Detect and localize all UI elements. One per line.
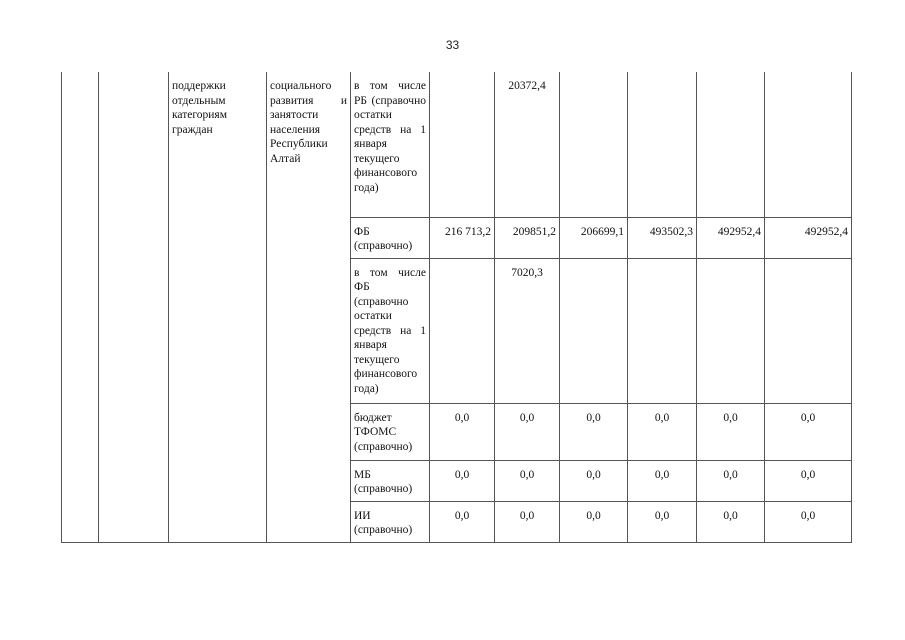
value-cell: 0,0 (495, 403, 560, 460)
funding-source-cell: ИИ (справочно) (351, 501, 430, 542)
value-cell: 0,0 (628, 403, 697, 460)
empty-cell-number (62, 72, 99, 542)
value-cell: 0,0 (628, 501, 697, 542)
empty-cell-code (99, 72, 169, 542)
value-cell: 0,0 (430, 501, 495, 542)
value-cell (697, 72, 765, 217)
value-cell: 0,0 (765, 460, 852, 501)
value-cell (430, 72, 495, 217)
executor-cell: социального развития и занятости населения Республики Алтай (267, 72, 351, 542)
value-cell (765, 72, 852, 217)
page-number: 33 (445, 38, 460, 52)
value-cell: 0,0 (697, 501, 765, 542)
value-cell (628, 258, 697, 403)
value-cell: 0,0 (430, 460, 495, 501)
value-cell (560, 72, 628, 217)
funding-source-cell: бюджет ТФОМС (справочно) (351, 403, 430, 460)
value-cell (628, 72, 697, 217)
value-cell: 206699,1 (560, 217, 628, 258)
value-cell: 492952,4 (697, 217, 765, 258)
value-cell: 0,0 (697, 460, 765, 501)
value-cell: 0,0 (628, 460, 697, 501)
value-cell: 0,0 (495, 460, 560, 501)
value-cell: 20372,4 (495, 72, 560, 217)
value-cell: 209851,2 (495, 217, 560, 258)
value-cell: 0,0 (430, 403, 495, 460)
value-cell: 0,0 (560, 501, 628, 542)
funding-source-cell: в том числе РБ (справочно остатки средств на 1 января текущего финансового года) (351, 72, 430, 217)
funding-source-cell: МБ (справочно) (351, 460, 430, 501)
value-cell: 7020,3 (495, 258, 560, 403)
value-cell: 0,0 (495, 501, 560, 542)
value-cell: 0,0 (765, 403, 852, 460)
value-cell: 0,0 (560, 403, 628, 460)
value-cell (430, 258, 495, 403)
value-cell (765, 258, 852, 403)
value-cell: 0,0 (765, 501, 852, 542)
table-row (62, 72, 852, 217)
value-cell: 0,0 (697, 403, 765, 460)
value-cell (697, 258, 765, 403)
value-cell: 0,0 (560, 460, 628, 501)
funding-source-cell: ФБ (справочно) (351, 217, 430, 258)
value-cell: 493502,3 (628, 217, 697, 258)
funding-source-cell: в том числе ФБ (справочно остатки средств на 1 января текущего финансового года) (351, 258, 430, 403)
value-cell: 492952,4 (765, 217, 852, 258)
budget-table (61, 72, 852, 543)
program-name-cell: поддержки отдельным категориям граждан (169, 72, 267, 542)
value-cell (560, 258, 628, 403)
value-cell: 216 713,2 (430, 217, 495, 258)
